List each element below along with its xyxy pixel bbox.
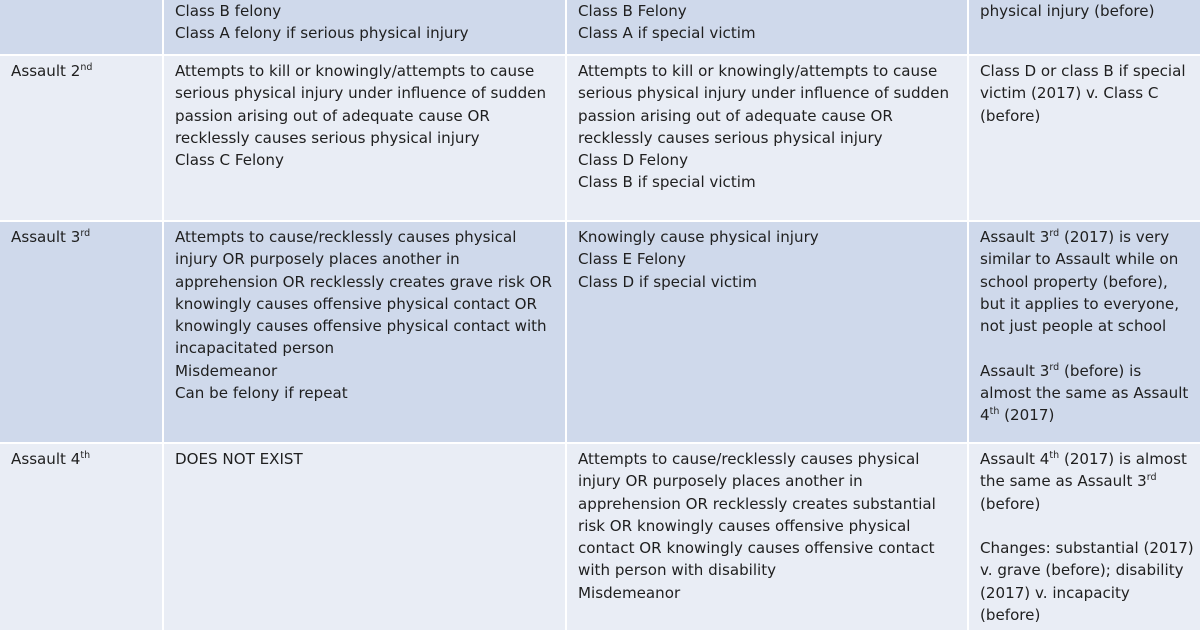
crime-cell [0, 0, 162, 54]
paragraph-gap [980, 515, 1194, 537]
cell-line: serious physical injury under influence of sudden [578, 84, 950, 103]
cell-line: Class E Felony [578, 250, 686, 269]
cell-line: Class B if special victim [578, 173, 756, 192]
table-row-assault-2 [0, 56, 1200, 220]
cell-line: passion arising out of adequate cause OR [578, 106, 893, 125]
cell-line: Assault 4th (2017) is almost [980, 450, 1187, 468]
cell-line: recklessly causes serious physical injury [175, 128, 480, 147]
cell-line: almost the same as Assault [980, 384, 1189, 403]
crime-name: Assault 3rd [11, 228, 91, 246]
cell-line: with person with disability [578, 561, 777, 580]
cell-line: Can be felony if repeat [175, 384, 348, 403]
cell-line: (before) [980, 494, 1041, 513]
cell-line: Class C Felony [175, 151, 284, 170]
cell-line: Class D if special victim [578, 272, 757, 291]
before-cell [164, 222, 565, 442]
cell-line: Class A felony if serious physical injury [175, 24, 469, 43]
cell-line: DOES NOT EXIST [175, 450, 303, 468]
comparison-cell [969, 222, 1200, 442]
crime-name: Assault 2nd [11, 62, 93, 80]
cell-line: knowingly causes offensive physical contact OR [175, 294, 537, 313]
cell-line: similar to Assault while on [980, 250, 1179, 269]
cell-line: Class B felony [175, 2, 282, 20]
cell-line: (before) [980, 606, 1041, 625]
before-cell [164, 444, 565, 630]
cell-line: contact OR knowingly causes offensive contact [578, 539, 935, 558]
cell-line: but it applies to everyone, [980, 294, 1179, 313]
cell-line: injury OR purposely places another in [175, 250, 460, 269]
cell-line: v. grave (before); disability [980, 561, 1184, 580]
before-cell [164, 0, 565, 54]
cell-line: recklessly causes serious physical injury [578, 128, 883, 147]
comparison-cell [969, 444, 1200, 630]
cell-line: (2017) v. incapacity [980, 583, 1130, 602]
paragraph-gap [980, 337, 1194, 359]
cell-line: apprehension OR recklessly creates grave risk OR [175, 272, 552, 291]
table-row-assault-3 [0, 222, 1200, 442]
cell-line: Attempts to kill or knowingly/attempts to cause [175, 62, 535, 80]
cell-line: risk OR knowingly causes offensive physical [578, 516, 911, 535]
crime-cell [0, 56, 162, 220]
cell-line: (before) [980, 106, 1041, 125]
after-cell [567, 0, 967, 54]
cell-line: Assault 3rd (before) is [980, 361, 1142, 380]
cell-line: Attempts to kill or knowingly/attempts to cause [578, 62, 938, 80]
cell-line: Class B Felony [578, 2, 687, 20]
cell-line: school property (before), [980, 272, 1168, 291]
table-row-assault-4 [0, 444, 1200, 630]
table-row-assault-1 [0, 0, 1200, 54]
cell-line: Changes: substantial (2017) [980, 539, 1194, 558]
cell-line: passion arising out of adequate cause OR [175, 106, 490, 125]
cell-line: 4th (2017) [980, 406, 1055, 425]
before-cell [164, 56, 565, 220]
comparison-cell [969, 0, 1200, 54]
crime-name: Assault 4th [11, 450, 91, 468]
cell-line: incapacitated person [175, 339, 335, 358]
cell-line: victim (2017) v. Class C [980, 84, 1159, 103]
cell-line: Class D Felony [578, 151, 688, 170]
cell-line: Class D or class B if special [980, 62, 1186, 80]
cell-line: apprehension OR recklessly creates substantial [578, 494, 936, 513]
cell-line: the same as Assault 3rd [980, 472, 1157, 491]
cell-line: Attempts to cause/recklessly causes physical [578, 450, 920, 468]
cell-line: not just people at school [980, 317, 1167, 336]
cell-line: Knowingly cause physical injury [578, 228, 819, 246]
after-cell [567, 222, 967, 442]
crime-cell [0, 444, 162, 630]
cell-line: serious physical injury under influence of sudden [175, 84, 547, 103]
cell-line: Class A if special victim [578, 24, 756, 43]
crime-cell [0, 222, 162, 442]
cell-line: Attempts to cause/recklessly causes physical [175, 228, 517, 246]
cell-line: knowingly causes offensive physical contact with [175, 317, 547, 336]
cell-line: injury OR purposely places another in [578, 472, 863, 491]
comparison-cell [969, 56, 1200, 220]
cell-line: Assault 3rd (2017) is very [980, 228, 1170, 246]
after-cell [567, 444, 967, 630]
after-cell [567, 56, 967, 220]
cell-line: physical injury (before) [980, 2, 1155, 20]
cell-line: Misdemeanor [175, 361, 278, 380]
cell-line: Misdemeanor [578, 583, 681, 602]
